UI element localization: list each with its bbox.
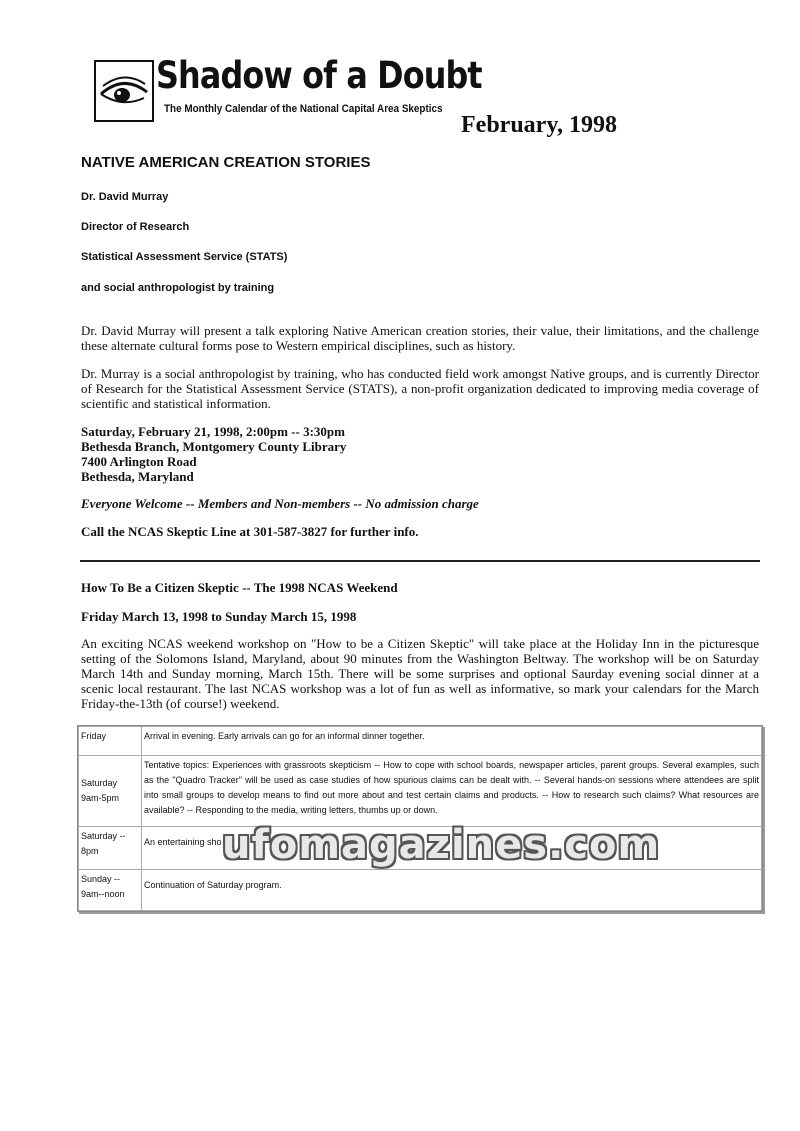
article-title: NATIVE AMERICAN CREATION STORIES [81, 154, 371, 171]
event-street: 7400 Arlington Road [81, 454, 197, 469]
schedule-day: Sunday -- 9am--noon [79, 870, 142, 911]
event-venue: Bethesda Branch, Montgomery County Library [81, 439, 347, 454]
table-row [79, 870, 762, 911]
speaker-organization: Statistical Assessment Service (STATS) [81, 251, 288, 263]
schedule-description: Arrival in evening. Early arrivals can go for an informal dinner together. [142, 727, 762, 756]
weekend-paragraph: An exciting NCAS weekend workshop on "How to be a Citizen Skeptic" will take place at the Holiday Inn in the picturesque setting of the Solomons Island, Maryland, about 90 minutes from the Washington Beltway. The workshop will be on Saturday March 14th and Sunday morning, March 15th. There will be some surprises and optional Saurday evening social dinner at a scenic local restaurant. The last NCAS workshop was a lot of fun as well as informative, so mark your calendars for the March Friday-the-13th (of course!) weekend. [81, 636, 759, 711]
article-paragraph: Dr. David Murray will present a talk exploring Native American creation stories, their value, their limitations, and the challenge these alternate cultural forms pose to Western empirical disciplines, such as history. [81, 323, 759, 353]
event-datetime: Saturday, February 21, 1998, 2:00pm -- 3:30pm [81, 424, 345, 439]
speaker-role: Director of Research [81, 221, 190, 233]
event-city: Bethesda, Maryland [81, 469, 194, 484]
issue-date: February, 1998 [461, 112, 617, 138]
section-divider [80, 560, 760, 562]
logo-title: Shadow of a Doubt [156, 54, 482, 97]
article-paragraph: Dr. Murray is a social anthropologist by training, who has conducted field work amongst Native groups, and is currently Director of Research for the Statistical Assessment Service (STATS), a non-profit organization dedicated to improving media coverage of scientific and statistical information. [81, 366, 759, 411]
call-line: Call the NCAS Skeptic Line at 301-587-3827 for further info. [81, 524, 419, 539]
schedule-description: Continuation of Saturday program. [142, 870, 762, 911]
speaker-name: Dr. David Murray [81, 191, 169, 203]
table-row [79, 727, 762, 756]
event-details [81, 424, 346, 484]
logo-subtitle: The Monthly Calendar of the National Capital Area Skeptics [164, 103, 443, 115]
schedule-day: Saturday -- 8pm [79, 827, 142, 870]
eye-icon [98, 72, 150, 110]
welcome-line: Everyone Welcome -- Members and Non-members -- No admission charge [81, 496, 479, 511]
schedule-table [77, 725, 763, 912]
schedule-description: Tentative topics: Experiences with grassroots skepticism -- How to cope with school boards, newspaper articles, parent groups. Several examples, such as the "Quadro Tracker" will be used as case studies of how spurious claims can be dealt with. -- Several hands-on sessions where attendees are split into small groups to develop means to find out more about and test certain claims and products. -- How to research such claims? What resources are available? -- Responding to the media, writing letters, thumbs up or down. [142, 756, 762, 827]
speaker-training: and social anthropologist by training [81, 282, 275, 294]
watermark: ufomagazines.com [222, 822, 661, 868]
schedule-day: Friday [79, 727, 142, 756]
schedule-description: An entertaining sho [142, 827, 762, 870]
logo-box [94, 60, 154, 122]
table-row [79, 756, 762, 827]
masthead-logo [94, 54, 482, 122]
weekend-dates: Friday March 13, 1998 to Sunday March 15, 1998 [81, 609, 357, 624]
schedule-day: Saturday 9am-5pm [79, 756, 142, 827]
weekend-title: How To Be a Citizen Skeptic -- The 1998 NCAS Weekend [81, 580, 398, 595]
